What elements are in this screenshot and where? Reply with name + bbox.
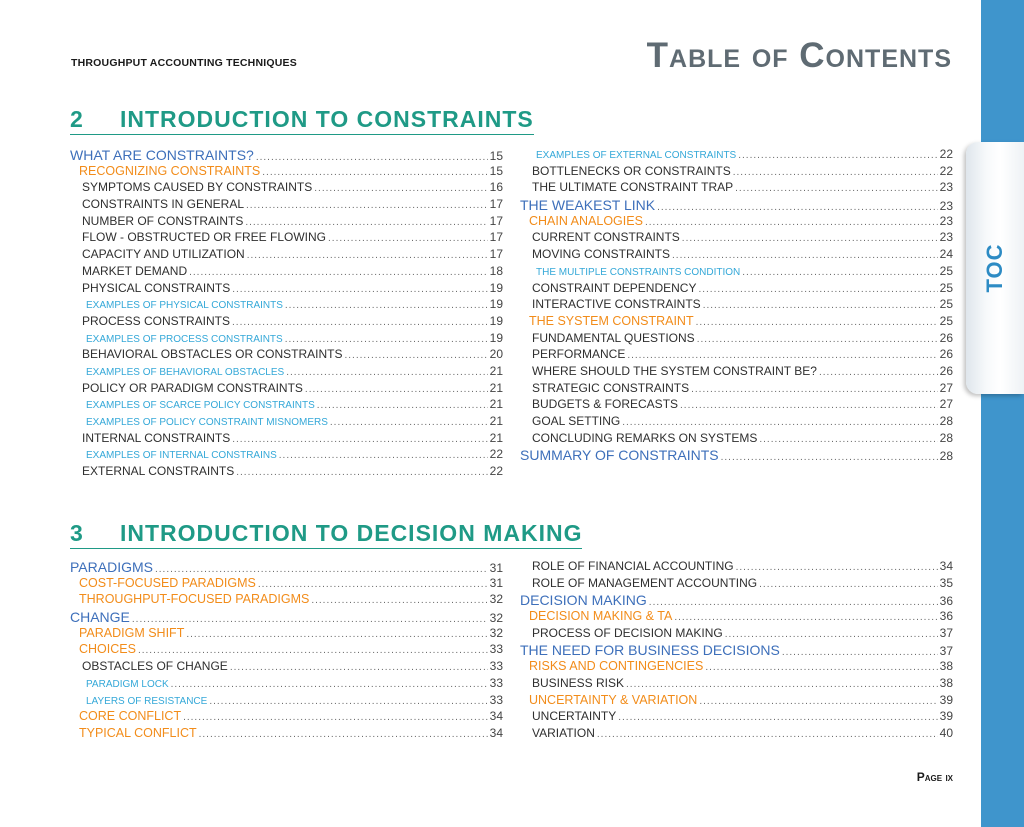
dot-leader: [286, 367, 487, 378]
dot-leader: [626, 679, 938, 690]
toc-entry-title: COST-FOCUSED PARADIGMS: [79, 575, 256, 590]
toc-entry-title: INTERACTIVE CONSTRAINTS: [532, 297, 701, 312]
toc-entry-page: 34: [489, 725, 503, 740]
toc-entry-page: 17: [489, 247, 503, 262]
dot-leader: [328, 233, 488, 244]
chapter-3-left-column: [70, 559, 503, 743]
toc-side-tab-label: TOC: [982, 243, 1007, 293]
dot-leader: [236, 467, 487, 478]
dot-leader: [733, 167, 938, 178]
toc-entry-title: EXAMPLES OF SCARCE POLICY CONSTRAINTS: [86, 400, 315, 412]
toc-entry-page: 39: [939, 692, 953, 707]
toc-entry[interactable]: [70, 642, 503, 659]
toc-entry-page: 36: [939, 594, 953, 609]
dot-leader: [705, 662, 937, 673]
toc-entry-page: 38: [939, 675, 953, 690]
dot-leader: [245, 217, 487, 228]
toc-entry-page: 22: [939, 147, 953, 161]
toc-entry-title: CHOICES: [79, 642, 136, 657]
dot-leader: [691, 384, 938, 395]
side-bar: [981, 0, 1024, 827]
toc-entry-title: NUMBER OF CONSTRAINTS: [82, 213, 244, 228]
toc-entry-page: 36: [939, 609, 953, 624]
toc-entry[interactable]: [520, 693, 953, 710]
chapter-title: INTRODUCTION TO DECISION MAKING: [120, 520, 583, 546]
chapter-3-right-column: [520, 559, 953, 743]
dot-leader: [186, 629, 487, 640]
dot-leader: [305, 384, 488, 395]
toc-entry-page: 26: [939, 330, 953, 345]
dot-leader: [699, 696, 937, 707]
toc-entry[interactable]: [70, 314, 503, 331]
toc-entry[interactable]: [70, 381, 503, 398]
dot-leader: [171, 679, 488, 690]
toc-entry-title: UNCERTAINTY: [532, 709, 617, 724]
toc-entry[interactable]: [520, 297, 953, 314]
toc-entry-title: BUSINESS RISK: [532, 675, 625, 690]
dot-leader: [279, 450, 488, 461]
toc-entry-page: 21: [489, 430, 503, 445]
toc-entry[interactable]: [520, 397, 953, 414]
toc-entry[interactable]: [520, 147, 953, 164]
dot-leader: [232, 284, 487, 295]
toc-entry-page: 23: [939, 230, 953, 245]
dot-leader: [183, 712, 488, 723]
toc-entry-title: BOTTLENECKS OR CONSTRAINTS: [532, 163, 731, 178]
toc-entry[interactable]: [70, 364, 503, 381]
dot-leader: [759, 579, 938, 590]
toc-entry[interactable]: [520, 180, 953, 197]
toc-entry[interactable]: [70, 264, 503, 281]
toc-entry-title: FUNDAMENTAL QUESTIONS: [532, 330, 695, 345]
dot-leader: [742, 267, 937, 278]
dot-leader: [736, 562, 938, 573]
dot-leader: [317, 400, 488, 411]
toc-entry-page: 34: [939, 559, 953, 573]
dot-leader: [132, 614, 488, 625]
toc-entry-title: LAYERS OF RESISTANCE: [86, 695, 208, 707]
chapter-2-heading[interactable]: [70, 106, 534, 135]
dot-leader: [258, 579, 488, 590]
toc-entry[interactable]: [520, 364, 953, 381]
toc-entry-page: 32: [489, 611, 503, 626]
toc-entry-page: 17: [489, 213, 503, 228]
dot-leader: [759, 434, 937, 445]
toc-entry-title: TYPICAL CONFLICT: [79, 725, 197, 740]
toc-entry[interactable]: [520, 676, 953, 693]
toc-entry-title: CAPACITY AND UTILIZATION: [82, 247, 245, 262]
dot-leader: [682, 233, 938, 244]
toc-entry-title: PERFORMANCE: [532, 347, 626, 362]
toc-entry-page: 19: [489, 297, 503, 312]
toc-entry-title: DECISION MAKING & TA: [529, 609, 673, 624]
toc-entry-title: THE SYSTEM CONSTRAINT: [529, 313, 694, 328]
dot-leader: [345, 350, 488, 361]
dot-leader: [189, 267, 488, 278]
toc-entry[interactable]: [70, 147, 503, 164]
toc-entry[interactable]: [70, 726, 503, 743]
toc-entry[interactable]: [520, 230, 953, 247]
toc-entry[interactable]: [520, 314, 953, 331]
toc-entry[interactable]: [520, 709, 953, 726]
toc-entry-page: 23: [939, 199, 953, 214]
dot-leader: [680, 400, 938, 411]
dot-leader: [721, 452, 938, 463]
toc-entry[interactable]: [520, 264, 953, 281]
toc-entry-page: 25: [939, 297, 953, 312]
toc-entry-title: CONSTRAINTS IN GENERAL: [82, 197, 245, 212]
toc-entry[interactable]: [70, 230, 503, 247]
toc-entry-page: 18: [489, 263, 503, 278]
toc-entry-title: RECOGNIZING CONSTRAINTS: [79, 163, 261, 178]
toc-entry-page: 40: [939, 725, 953, 740]
toc-entry-page: 21: [489, 414, 503, 428]
chapter-number: 2: [70, 106, 84, 132]
running-head: THROUGHPUT ACCOUNTING TECHNIQUES: [71, 57, 297, 69]
toc-entry-title: MARKET DEMAND: [82, 263, 188, 278]
toc-entry-page: 25: [939, 313, 953, 328]
toc-entry-title: VARIATION: [532, 725, 595, 740]
toc-entry[interactable]: [70, 659, 503, 676]
toc-entry-page: 33: [489, 659, 503, 674]
toc-entry-page: 22: [489, 464, 503, 479]
toc-entry-page: 16: [489, 180, 503, 195]
toc-entry[interactable]: [70, 197, 503, 214]
toc-entry-title: UNCERTAINTY & VARIATION: [529, 692, 698, 707]
dot-leader: [657, 202, 938, 213]
toc-entry-page: 33: [489, 692, 503, 707]
toc-entry-title: CONCLUDING REMARKS ON SYSTEMS: [532, 430, 758, 445]
toc-entry-page: 15: [489, 163, 503, 178]
toc-entry-page: 23: [939, 180, 953, 195]
toc-entry[interactable]: [520, 626, 953, 643]
dot-leader: [246, 200, 488, 211]
toc-entry[interactable]: [520, 726, 953, 743]
toc-entry[interactable]: [70, 609, 503, 626]
dot-leader: [330, 417, 488, 428]
dot-leader: [782, 647, 938, 658]
toc-entry-title: THE ULTIMATE CONSTRAINT TRAP: [532, 180, 734, 195]
dot-leader: [232, 434, 487, 445]
dot-leader: [262, 167, 487, 178]
dot-leader: [285, 334, 488, 345]
toc-entry[interactable]: [70, 693, 503, 710]
toc-entry-page: 31: [489, 561, 503, 575]
toc-entry-title: PARADIGM SHIFT: [79, 625, 185, 640]
toc-entry[interactable]: [70, 297, 503, 314]
toc-entry-title: GOAL SETTING: [532, 414, 621, 428]
toc-entry-title: OBSTACLES OF CHANGE: [82, 659, 228, 674]
dot-leader: [819, 367, 938, 378]
page-number: Page ix: [916, 770, 953, 784]
toc-entry[interactable]: [520, 381, 953, 398]
toc-entry-title: THE MULTIPLE CONSTRAINTS CONDITION: [536, 266, 741, 278]
dot-leader: [138, 645, 488, 656]
toc-entry-page: 35: [939, 575, 953, 590]
toc-entry[interactable]: [520, 331, 953, 348]
toc-entry[interactable]: [520, 431, 953, 448]
toc-entry[interactable]: [520, 559, 953, 576]
toc-entry-page: 25: [939, 263, 953, 278]
toc-entry-title: THE NEED FOR BUSINESS DECISIONS: [520, 642, 780, 659]
toc-entry-page: 17: [489, 230, 503, 245]
toc-entry-page: 28: [939, 414, 953, 428]
toc-entry[interactable]: [70, 709, 503, 726]
toc-entry-page: 37: [939, 625, 953, 640]
toc-entry-title: CURRENT CONSTRAINTS: [532, 230, 680, 245]
dot-leader: [738, 150, 937, 161]
toc-entry-page: 27: [939, 397, 953, 412]
toc-entry-title: PROCESS OF DECISION MAKING: [532, 625, 723, 640]
chapter-2-right-column: [520, 147, 953, 464]
toc-entry-title: EXAMPLES OF PROCESS CONSTRAINTS: [86, 333, 283, 345]
toc-entry-page: 27: [939, 380, 953, 395]
toc-entry[interactable]: [70, 414, 503, 431]
dot-leader: [230, 662, 488, 673]
toc-entry-title: PHYSICAL CONSTRAINTS: [82, 280, 231, 295]
chapter-3-heading[interactable]: [70, 520, 582, 549]
toc-entry-title: THROUGHPUT-FOCUSED PARADIGMS: [79, 592, 310, 607]
toc-entry-title: THE WEAKEST LINK: [520, 197, 656, 214]
toc-entry[interactable]: [70, 676, 503, 693]
toc-entry[interactable]: [520, 659, 953, 676]
toc-entry-title: BEHAVIORAL OBSTACLES OR CONSTRAINTS: [82, 347, 343, 362]
dot-leader: [618, 712, 937, 723]
toc-entry[interactable]: [70, 214, 503, 231]
dot-leader: [199, 729, 488, 740]
toc-entry-page: 26: [939, 363, 953, 378]
toc-entry-page: 21: [489, 363, 503, 378]
dot-leader: [627, 350, 937, 361]
toc-entry-page: 28: [939, 449, 953, 464]
page-title: Table of Contents: [646, 36, 952, 75]
dot-leader: [698, 284, 937, 295]
toc-entry-page: 17: [489, 197, 503, 212]
toc-entry[interactable]: [520, 414, 953, 431]
toc-entry[interactable]: [70, 347, 503, 364]
chapter-title: INTRODUCTION TO CONSTRAINTS: [120, 106, 534, 132]
toc-entry[interactable]: [520, 447, 953, 464]
toc-entry-title: EXAMPLES OF POLICY CONSTRAINT MISNOMERS: [86, 417, 328, 428]
toc-entry-title: ROLE OF FINANCIAL ACCOUNTING: [532, 559, 734, 573]
toc-entry[interactable]: [70, 447, 503, 464]
toc-entry[interactable]: [70, 331, 503, 348]
toc-entry[interactable]: [520, 247, 953, 264]
toc-entry[interactable]: [70, 180, 503, 197]
toc-entry[interactable]: [520, 164, 953, 181]
toc-entry[interactable]: [520, 347, 953, 364]
toc-entry-page: 23: [939, 213, 953, 228]
toc-entry-page: 20: [489, 347, 503, 362]
toc-entry[interactable]: [520, 642, 953, 659]
toc-entry[interactable]: [70, 281, 503, 298]
toc-entry-title: DECISION MAKING: [520, 592, 647, 609]
dot-leader: [697, 334, 938, 345]
toc-entry-title: EXAMPLES OF PHYSICAL CONSTRAINTS: [86, 300, 283, 312]
toc-entry-title: EXAMPLES OF BEHAVIORAL OBSTACLES: [86, 366, 285, 378]
dot-leader: [209, 696, 487, 707]
toc-entry-page: 39: [939, 709, 953, 724]
toc-entry[interactable]: [520, 197, 953, 214]
toc-entry[interactable]: [520, 592, 953, 609]
toc-entry[interactable]: [70, 559, 503, 576]
dot-leader: [649, 597, 938, 608]
toc-entry-page: 34: [489, 709, 503, 724]
dot-leader: [247, 250, 488, 261]
toc-entry-title: CHAIN ANALOGIES: [529, 213, 643, 228]
dot-leader: [155, 564, 488, 575]
toc-entry-page: 19: [489, 280, 503, 295]
toc-entry-title: MOVING CONSTRAINTS: [532, 247, 671, 262]
dot-leader: [256, 152, 488, 163]
toc-entry-page: 38: [939, 659, 953, 674]
toc-entry-page: 19: [489, 313, 503, 328]
toc-entry-title: POLICY OR PARADIGM CONSTRAINTS: [82, 380, 303, 395]
toc-entry-page: 21: [489, 380, 503, 395]
toc-entry-title: SUMMARY OF CONSTRAINTS: [520, 447, 719, 464]
toc-entry-title: PARADIGM LOCK: [86, 678, 169, 690]
toc-entry-page: 28: [939, 430, 953, 445]
dot-leader: [703, 300, 938, 311]
chapter-2-left-column: [70, 147, 503, 481]
toc-entry[interactable]: [70, 431, 503, 448]
toc-entry-title: INTERNAL CONSTRAINTS: [82, 430, 231, 445]
toc-entry-title: ROLE OF MANAGEMENT ACCOUNTING: [532, 575, 758, 590]
chapter-number: 3: [70, 520, 84, 546]
toc-entry[interactable]: [70, 464, 503, 481]
toc-entry-page: 37: [939, 644, 953, 659]
toc-entry[interactable]: [70, 164, 503, 181]
toc-entry-page: 31: [489, 575, 503, 590]
toc-entry[interactable]: [70, 626, 503, 643]
toc-entry[interactable]: [520, 609, 953, 626]
toc-entry-page: 22: [489, 447, 503, 462]
dot-leader: [672, 250, 938, 261]
toc-entry-title: CONSTRAINT DEPENDENCY: [532, 280, 697, 295]
toc-side-tab[interactable]: [966, 142, 1024, 394]
toc-entry[interactable]: [70, 576, 503, 593]
dot-leader: [725, 629, 938, 640]
toc-entry-page: 24: [939, 247, 953, 262]
toc-entry-page: 15: [489, 149, 503, 163]
toc-entry-title: RISKS AND CONTINGENCIES: [529, 659, 704, 674]
toc-entry-title: CORE CONFLICT: [79, 709, 182, 724]
toc-entry-title: BUDGETS & FORECASTS: [532, 397, 679, 412]
toc-entry-title: STRATEGIC CONSTRAINTS: [532, 380, 690, 395]
toc-entry-title: EXAMPLES OF EXTERNAL CONSTRAINTS: [536, 150, 737, 161]
toc-entry-title: PARADIGMS: [70, 559, 153, 575]
dot-leader: [622, 417, 937, 428]
dot-leader: [696, 317, 938, 328]
toc-entry[interactable]: [70, 397, 503, 414]
toc-entry-title: EXAMPLES OF INTERNAL CONSTRAINS: [86, 450, 277, 462]
toc-entry-page: 33: [489, 642, 503, 657]
toc-entry-title: PROCESS CONSTRAINTS: [82, 313, 231, 328]
dot-leader: [674, 612, 937, 623]
toc-entry[interactable]: [70, 592, 503, 609]
dot-leader: [232, 317, 488, 328]
dot-leader: [285, 300, 488, 311]
toc-entry-title: SYMPTOMS CAUSED BY CONSTRAINTS: [82, 180, 313, 195]
toc-entry[interactable]: [520, 281, 953, 298]
toc-entry[interactable]: [520, 214, 953, 231]
toc-entry-page: 21: [489, 397, 503, 412]
toc-entry-title: WHAT ARE CONSTRAINTS?: [70, 147, 254, 163]
toc-entry-page: 32: [489, 625, 503, 640]
toc-entry[interactable]: [520, 576, 953, 593]
toc-entry-page: 22: [939, 163, 953, 178]
toc-entry-title: EXTERNAL CONSTRAINTS: [82, 464, 235, 479]
dot-leader: [311, 595, 487, 606]
toc-entry[interactable]: [70, 247, 503, 264]
toc-entry-page: 26: [939, 347, 953, 362]
dot-leader: [735, 183, 938, 194]
toc-entry-page: 19: [489, 330, 503, 345]
toc-entry-title: CHANGE: [70, 609, 130, 626]
toc-entry-title: FLOW - OBSTRUCTED OR FREE FLOWING: [82, 230, 327, 245]
toc-entry-title: WHERE SHOULD THE SYSTEM CONSTRAINT BE?: [532, 363, 817, 378]
toc-entry-page: 25: [939, 280, 953, 295]
dot-leader: [597, 729, 938, 740]
toc-entry-page: 33: [489, 675, 503, 690]
dot-leader: [314, 183, 487, 194]
toc-entry-page: 32: [489, 592, 503, 607]
dot-leader: [645, 217, 938, 228]
